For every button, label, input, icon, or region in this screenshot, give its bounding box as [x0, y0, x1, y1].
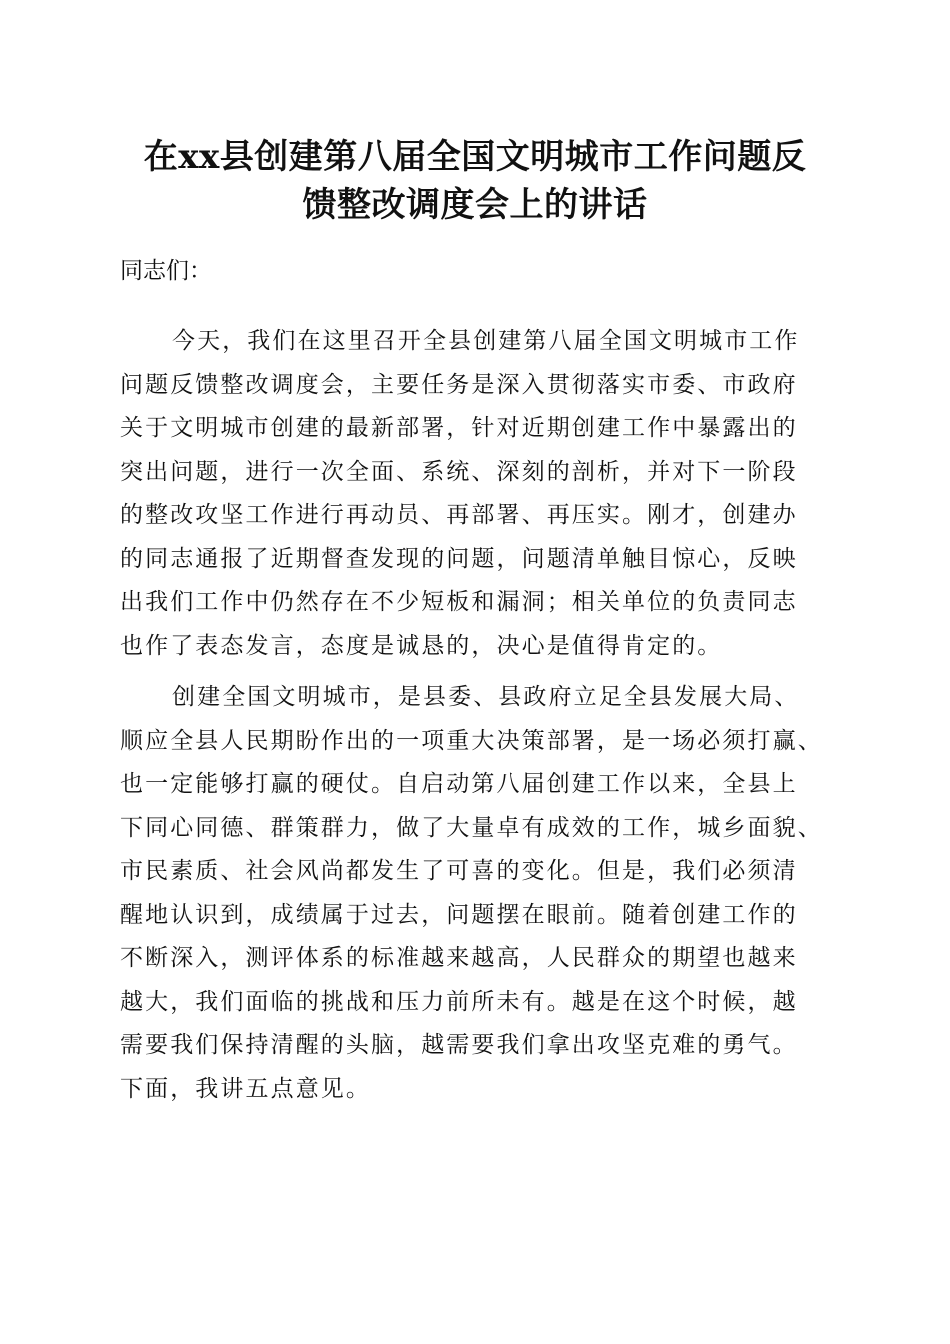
text-line: 的同志通报了近期督查发现的问题，问题清单触目惊心，反映 [120, 545, 798, 572]
paragraph-2 [120, 676, 840, 1111]
text-line: 顺应全县人民期盼作出的一项重大决策部署，是一场必须打赢、 [120, 727, 823, 754]
text-line: 市民素质、社会风尚都发生了可喜的变化。但是，我们必须清 [120, 858, 798, 884]
text-line: 越大，我们面临的挑战和压力前所未有。越是在这个时候，越 [120, 988, 798, 1015]
text-line: 也一定能够打赢的硬仗。自启动第八届创建工作以来，全县上 [120, 771, 798, 797]
text-line: 突出问题，进行一次全面、系统、深刻的剖析，并对下一阶段 [120, 458, 798, 485]
text-line: 问题反馈整改调度会，主要任务是深入贯彻落实市委、市政府 [120, 371, 798, 398]
text-line: 的整改攻坚工作进行再动员、再部署、再压实。刚才，创建办 [120, 502, 798, 528]
text-line: 关于文明城市创建的最新部署，针对近期创建工作中暴露出的 [120, 415, 798, 441]
text-line: 需要我们保持清醒的头脑，越需要我们拿出攻坚克难的勇气。 [120, 1032, 798, 1058]
text-line: 下面，我讲五点意见。 [120, 1075, 371, 1102]
text-line: 今天，我们在这里召开全县创建第八届全国文明城市工作 [172, 328, 800, 354]
text-line: 也作了表态发言，态度是诚恳的，决心是值得肯定的。 [120, 632, 723, 659]
text-line: 出我们工作中仍然存在不少短板和漏洞；相关单位的负责同志 [120, 589, 798, 615]
salutation: 同志们： [120, 258, 212, 284]
document-title [100, 133, 850, 229]
title-line-1: 在xx县创建第八届全国文明城市工作问题反 [143, 137, 807, 177]
text-line: 醒地认识到，成绩属于过去，问题摆在眼前。随着创建工作的 [120, 901, 798, 928]
title-line-2: 馈整改调度会上的讲话 [302, 185, 648, 225]
text-line: 创建全国文明城市，是县委、县政府立足全县发展大局、 [172, 684, 800, 710]
paragraph-1 [120, 320, 840, 668]
text-line: 不断深入，测评体系的标准越来越高，人民群众的期望也越来 [120, 945, 798, 971]
text-line: 下同心同德、群策群力，做了大量卓有成效的工作，城乡面貌、 [120, 814, 823, 841]
